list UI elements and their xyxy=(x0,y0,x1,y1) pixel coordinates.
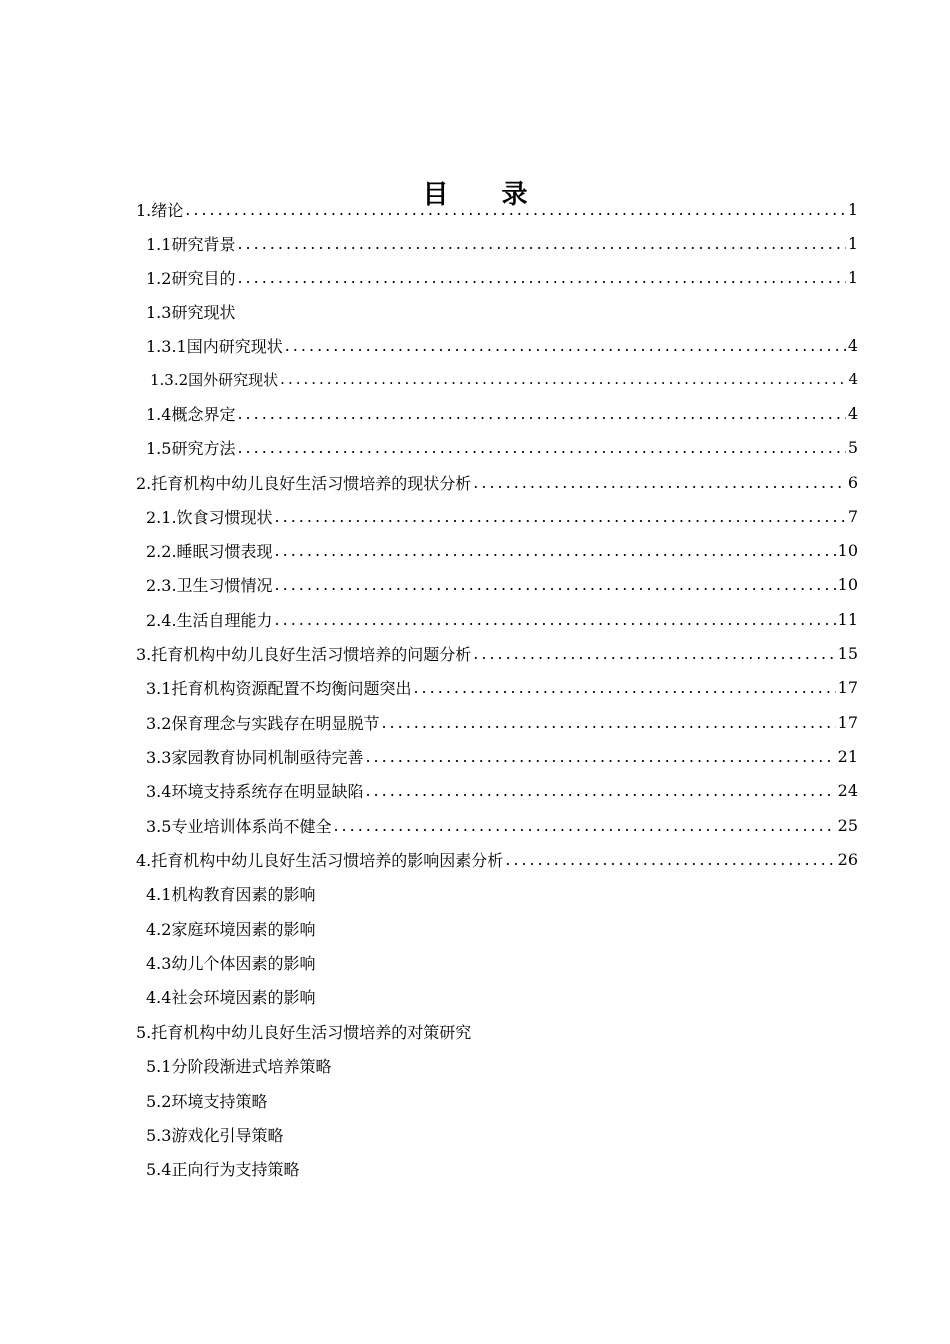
toc-entry-page: 10 xyxy=(837,540,858,560)
toc-entry-page: 10 xyxy=(837,574,858,594)
toc-dot-leader xyxy=(237,438,845,457)
toc-entry[interactable] xyxy=(136,1117,858,1151)
toc-entry-page: 24 xyxy=(837,780,858,800)
toc-entry-label: 2.2.睡眠习惯表现 xyxy=(146,541,273,561)
toc-entry[interactable] xyxy=(136,705,858,739)
toc-entry-label: 3.2保育理念与实践存在明显脱节 xyxy=(146,713,380,733)
toc-entry-label: 5.托育机构中幼儿良好生活习惯培养的对策研究 xyxy=(136,1022,472,1042)
toc-entry-page: 5 xyxy=(847,437,858,457)
toc-entry[interactable] xyxy=(136,192,858,226)
toc-entry[interactable] xyxy=(136,636,858,670)
toc-entry-page: 4 xyxy=(847,403,858,423)
toc-entry-label: 4.4社会环境因素的影响 xyxy=(146,987,316,1007)
toc-entry-page: 26 xyxy=(837,849,858,869)
toc-entry[interactable] xyxy=(136,499,858,533)
toc-dot-leader xyxy=(237,268,845,287)
toc-entry-page: 1 xyxy=(847,267,858,287)
toc-entry-page: 1 xyxy=(847,233,858,253)
toc-entry-label: 1.3.1国内研究现状 xyxy=(146,336,283,356)
toc-entry[interactable] xyxy=(136,260,858,294)
toc-dot-leader xyxy=(275,541,836,560)
toc-entry[interactable] xyxy=(136,1014,858,1048)
toc-dot-leader xyxy=(333,816,835,835)
toc-entry[interactable] xyxy=(136,876,858,910)
toc-entry-label: 3.3家园教育协同机制亟待完善 xyxy=(146,747,364,767)
toc-entry-label: 1.4概念界定 xyxy=(146,404,236,424)
toc-entry-label: 3.4环境支持系统存在明显缺陷 xyxy=(146,781,364,801)
toc-entry-label: 2.3.卫生习惯情况 xyxy=(146,575,273,595)
toc-entry[interactable] xyxy=(136,842,858,876)
toc-dot-leader xyxy=(237,404,845,423)
toc-entry[interactable] xyxy=(136,362,858,396)
toc-entry[interactable] xyxy=(136,602,858,636)
toc-entry-label: 2.托育机构中幼儿良好生活习惯培养的现状分析 xyxy=(136,473,472,493)
toc-entry-label: 1.1研究背景 xyxy=(146,234,236,254)
toc-entry[interactable] xyxy=(136,945,858,979)
toc-entry[interactable] xyxy=(136,808,858,842)
toc-entry[interactable] xyxy=(136,979,858,1013)
toc-entry[interactable] xyxy=(136,465,858,499)
toc-entry[interactable] xyxy=(136,911,858,945)
toc-dot-leader xyxy=(365,781,835,800)
toc-entry-page: 21 xyxy=(837,746,858,766)
toc-entry[interactable] xyxy=(136,294,858,328)
toc-entry-label: 3.托育机构中幼儿良好生活习惯培养的问题分析 xyxy=(136,644,472,664)
toc-entry-label: 1.3研究现状 xyxy=(146,302,236,322)
toc-entry-page: 15 xyxy=(837,643,858,663)
toc-entry[interactable] xyxy=(136,533,858,567)
toc-entry-page: 17 xyxy=(837,677,858,697)
toc-dot-leader xyxy=(473,473,846,492)
toc-entry[interactable] xyxy=(136,567,858,601)
toc-entry-page: 25 xyxy=(837,815,858,835)
toc-entry-label: 3.1托育机构资源配置不均衡问题突出 xyxy=(146,678,412,698)
toc-entry-label: 5.1分阶段渐进式培养策略 xyxy=(146,1056,332,1076)
toc-dot-leader xyxy=(280,370,846,388)
toc-entry-label: 1.2研究目的 xyxy=(146,268,236,288)
toc-dot-leader xyxy=(185,200,846,219)
toc-entry-label: 4.1机构教育因素的影响 xyxy=(146,884,316,904)
toc-dot-leader xyxy=(275,507,846,526)
toc-entry-label: 3.5专业培训体系尚不健全 xyxy=(146,816,332,836)
toc-entry-label: 2.1.饮食习惯现状 xyxy=(146,507,273,527)
toc-entry-page: 7 xyxy=(847,506,858,526)
toc-dot-leader xyxy=(473,644,835,663)
toc-entry[interactable] xyxy=(136,773,858,807)
toc-entry[interactable] xyxy=(136,670,858,704)
toc-entry[interactable] xyxy=(136,328,858,362)
page-title: 目 录 xyxy=(422,180,550,210)
toc-entry-page: 11 xyxy=(837,609,858,629)
toc-dot-leader xyxy=(275,610,836,629)
toc-entry-label: 1.3.2国外研究现状 xyxy=(150,370,279,389)
toc-entry-label: 2.4.生活自理能力 xyxy=(146,610,273,630)
toc-dot-leader xyxy=(413,678,835,697)
toc-entry-label: 4.2家庭环境因素的影响 xyxy=(146,919,316,939)
toc-dot-leader xyxy=(505,850,835,869)
toc-entry-label: 1.5研究方法 xyxy=(146,438,236,458)
toc-dot-leader xyxy=(237,234,845,253)
toc-entry[interactable] xyxy=(136,396,858,430)
toc-dot-leader xyxy=(285,336,846,355)
toc-entry-page: 6 xyxy=(847,472,858,492)
toc-entry-page: 1 xyxy=(847,199,858,219)
toc-entry-page: 4 xyxy=(848,370,858,388)
toc-entry-label: 4.托育机构中幼儿良好生活习惯培养的影响因素分析 xyxy=(136,850,504,870)
toc-entry-label: 1.绪论 xyxy=(136,200,184,220)
toc-entry-page: 17 xyxy=(837,712,858,732)
toc-dot-leader xyxy=(381,713,835,732)
toc-entry[interactable] xyxy=(136,1048,858,1082)
toc-entry-label: 5.4正向行为支持策略 xyxy=(146,1159,300,1179)
toc-entry[interactable] xyxy=(136,430,858,464)
toc-dot-leader xyxy=(365,747,835,766)
toc-entry-label: 5.3游戏化引导策略 xyxy=(146,1125,284,1145)
toc-entry-page: 4 xyxy=(847,335,858,355)
toc-entry-label: 5.2环境支持策略 xyxy=(146,1091,268,1111)
toc-entry[interactable] xyxy=(136,1083,858,1117)
toc-entry-label: 4.3幼儿个体因素的影响 xyxy=(146,953,316,973)
toc-dot-leader xyxy=(275,575,836,594)
toc-entry[interactable] xyxy=(136,739,858,773)
toc-entry[interactable] xyxy=(136,226,858,260)
toc-entry[interactable] xyxy=(136,1151,858,1185)
